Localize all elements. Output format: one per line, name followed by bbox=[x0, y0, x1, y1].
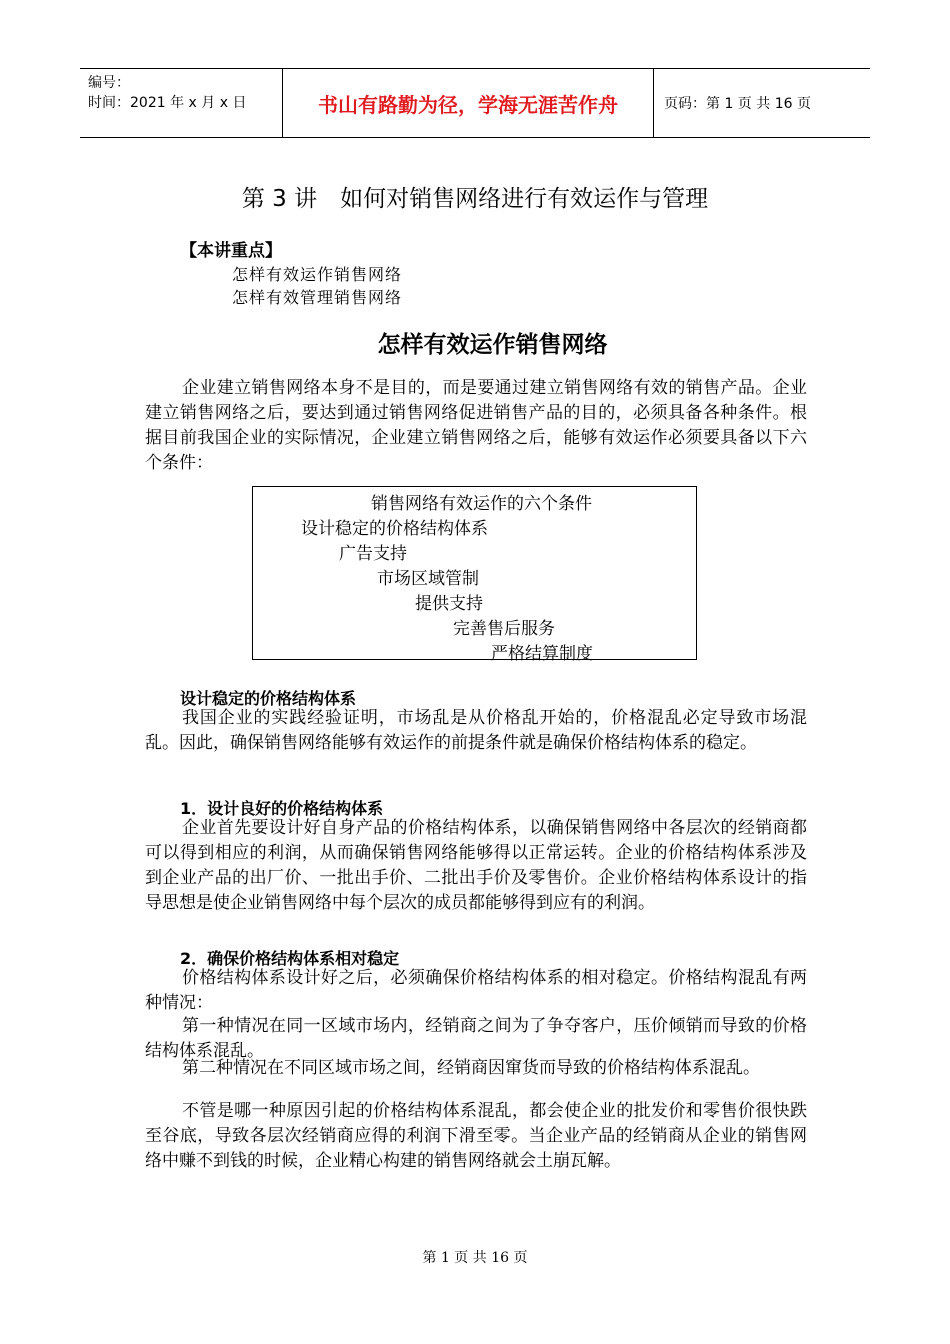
condition-item: 市场区域管制 bbox=[377, 569, 479, 589]
subsection-heading: 1．设计良好的价格结构体系 bbox=[180, 799, 384, 818]
header-table bbox=[80, 68, 870, 138]
section-title: 怎样有效运作销售网络 bbox=[377, 332, 608, 358]
conditions-title: 销售网络有效运作的六个条件 bbox=[371, 494, 592, 514]
subsection-heading: 2．确保价格结构体系相对稳定 bbox=[180, 949, 400, 968]
page-info: 页码：第 1 页 共 16 页 bbox=[664, 96, 811, 112]
time-label: 时间：2021 年 x 月 x 日 bbox=[88, 95, 247, 111]
number-label: 编号： bbox=[88, 75, 130, 91]
subsection-paragraph: 不管是哪一种原因引起的价格结构体系混乱，都会使企业的批发价和零售价很快跌至谷底，导致各层次经销商应得的利润下滑至零。当企业产品的经销商从企业的销售网络中赚不到钱的时候，企业精心构建的销售网络就会土崩瓦解。 bbox=[145, 1101, 807, 1171]
condition-item: 设计稳定的价格结构体系 bbox=[301, 519, 488, 539]
subsection-paragraph: 第一种情况在同一区域市场内，经销商之间为了争夺客户，压价倾销而导致的价格结构体系混乱。 bbox=[145, 1016, 807, 1061]
lecture-title: 第 3 讲 如何对销售网络进行有效运作与管理 bbox=[241, 186, 709, 212]
price-section-heading: 设计稳定的价格结构体系 bbox=[180, 689, 357, 708]
motto: 书山有路勤为径，学海无涯苦作舟 bbox=[318, 92, 618, 117]
subsection-paragraph: 企业首先要设计好自身产品的价格结构体系，以确保销售网络中各层次的经销商都可以得到相应的利润，从而确保销售网络能够得以正常运转。企业的价格结构体系涉及到企业产品的出厂价、一批出手价、二批出手价及零售价。企业价格结构体系设计的指导思想是使企业销售网络中每个层次的成员都能够得到应有的利润。 bbox=[145, 818, 807, 913]
key-points-label: 【本讲重点】 bbox=[180, 241, 282, 261]
header-motto-cell bbox=[282, 69, 654, 137]
subsection-paragraph: 价格结构体系设计好之后，必须确保价格结构体系的相对稳定。价格结构混乱有两种情况： bbox=[145, 968, 807, 1013]
header-page-cell bbox=[654, 69, 870, 137]
condition-item: 严格结算制度 bbox=[491, 644, 593, 664]
subsection-paragraph: 第二种情况在不同区域市场之间，经销商因窜货而导致的价格结构体系混乱。 bbox=[182, 1058, 760, 1078]
condition-item: 广告支持 bbox=[339, 544, 407, 564]
key-point-item: 怎样有效运作销售网络 bbox=[232, 265, 403, 284]
condition-item: 提供支持 bbox=[415, 594, 483, 614]
intro-paragraph: 企业建立销售网络本身不是目的，而是要通过建立销售网络有效的销售产品。企业建立销售网络之后，要达到通过销售网络促进销售产品的目的，必须具备各种条件。根据目前我国企业的实际情况，企业建立销售网络之后，能够有效运作必须要具备以下六个条件： bbox=[145, 378, 807, 473]
condition-item: 完善售后服务 bbox=[453, 619, 555, 639]
price-section-paragraph: 我国企业的实践经验证明，市场乱是从价格乱开始的，价格混乱必定导致市场混乱。因此，确保销售网络能够有效运作的前提条件就是确保价格结构体系的稳定。 bbox=[145, 708, 807, 753]
conditions-box bbox=[252, 486, 697, 664]
page-footer: 第 1 页 共 16 页 bbox=[422, 1250, 528, 1266]
header-meta bbox=[80, 69, 282, 137]
key-point-item: 怎样有效管理销售网络 bbox=[232, 288, 403, 307]
